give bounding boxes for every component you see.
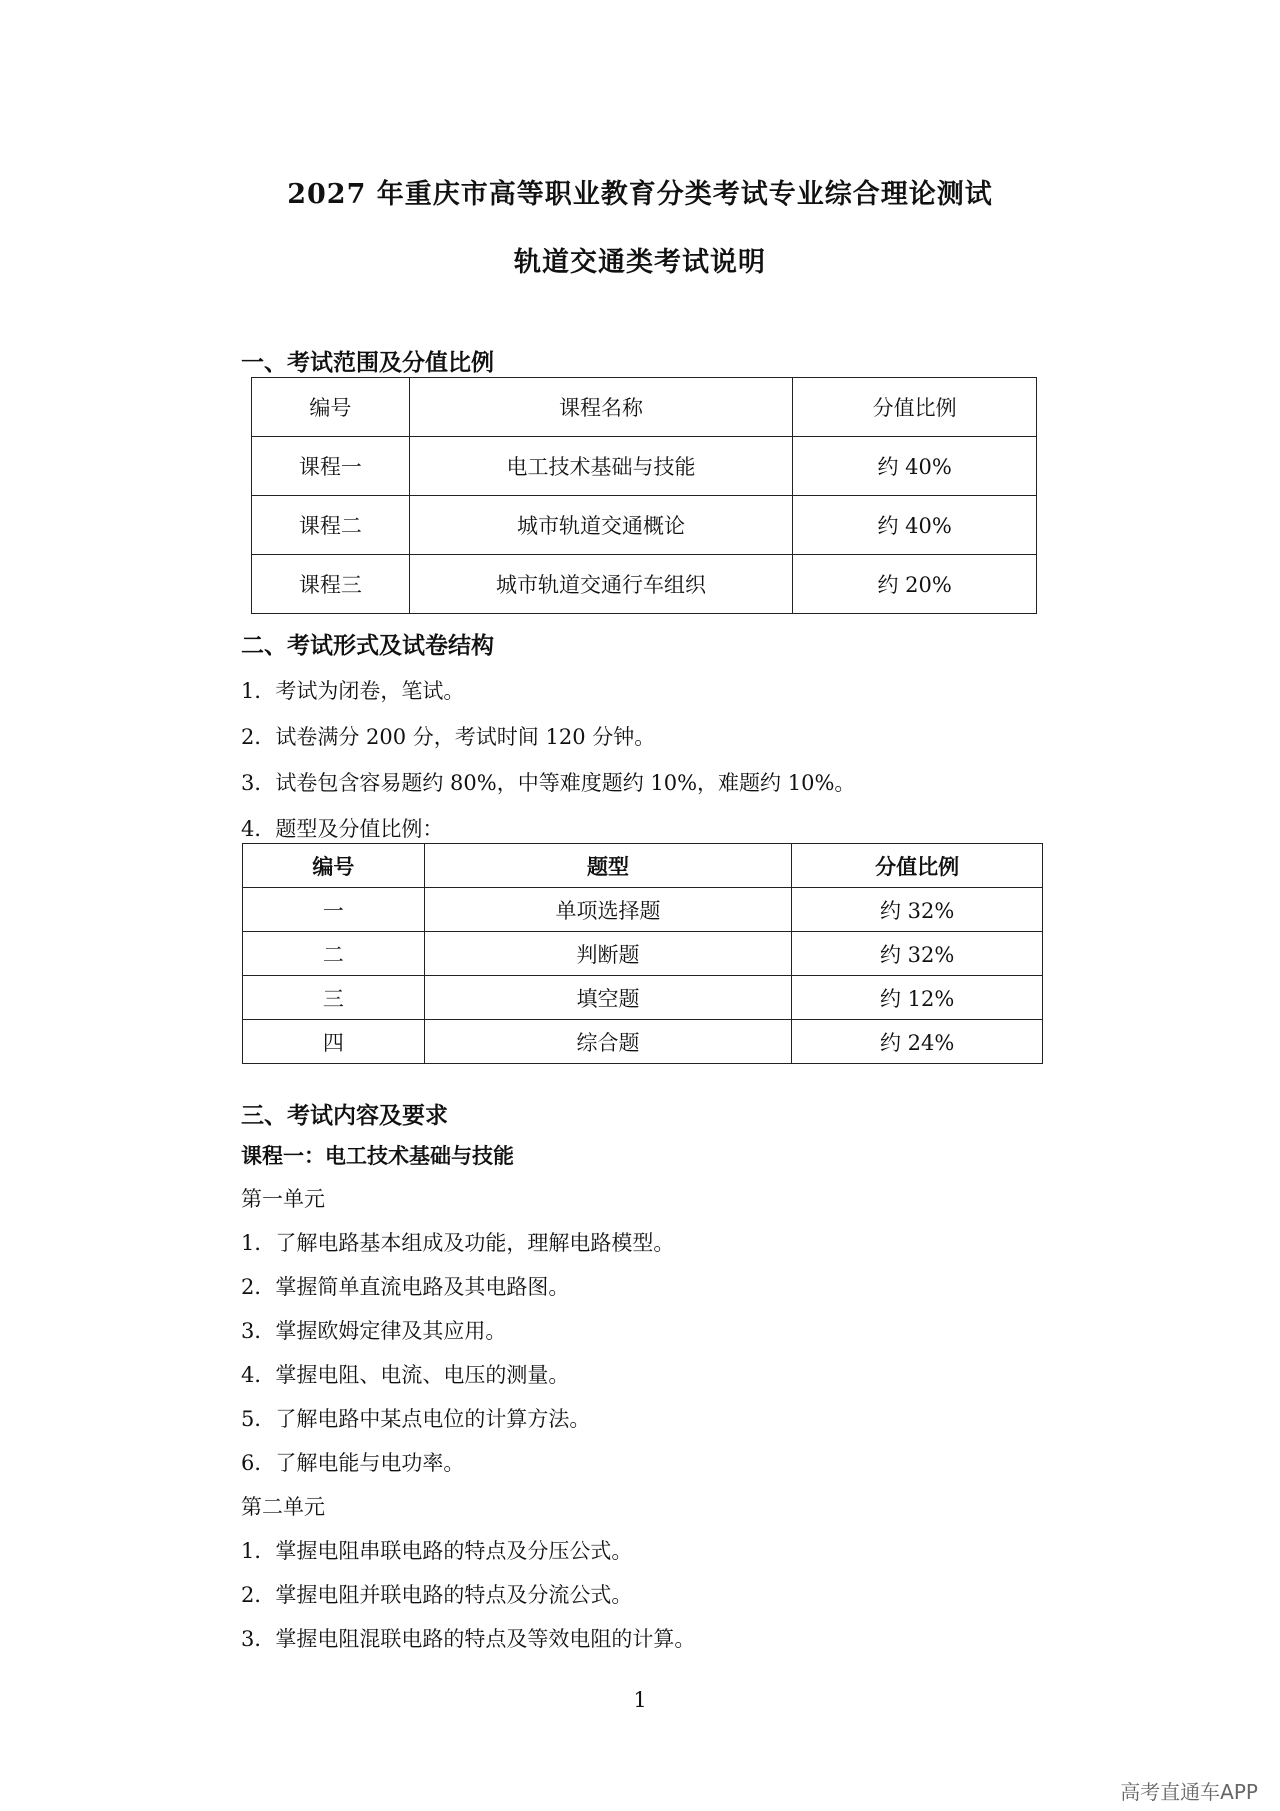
list-item: 6．了解电能与电功率。 <box>241 1451 465 1475</box>
list-item: 2．掌握电阻并联电路的特点及分流公式。 <box>241 1583 633 1607</box>
column-header: 分值比例 <box>792 844 1043 888</box>
unit-title: 第二单元 <box>241 1495 325 1519</box>
list-item: 4．掌握电阻、电流、电压的测量。 <box>241 1363 570 1387</box>
table-cell: 电工技术基础与技能 <box>409 437 792 496</box>
table-cell: 判断题 <box>424 932 792 976</box>
table-cell: 约 12% <box>792 976 1043 1020</box>
table-cell: 约 32% <box>792 888 1043 932</box>
table-row <box>243 888 1043 932</box>
table-cell: 约 20% <box>793 555 1037 614</box>
table-row <box>252 496 1037 555</box>
table-cell: 四 <box>243 1020 425 1064</box>
table-cell: 城市轨道交通行车组织 <box>409 555 792 614</box>
table-cell: 约 40% <box>793 437 1037 496</box>
list-item: 3．试卷包含容易题约 80%，中等难度题约 10%，难题约 10%。 <box>241 771 856 795</box>
table-cell: 课程三 <box>252 555 410 614</box>
document-subtitle: 轨道交通类考试说明 <box>514 247 766 278</box>
column-header: 编号 <box>252 378 410 437</box>
column-header: 分值比例 <box>793 378 1037 437</box>
page-number: 1 <box>633 1688 647 1712</box>
table-cell: 二 <box>243 932 425 976</box>
list-item: 3．掌握电阻混联电路的特点及等效电阻的计算。 <box>241 1627 696 1651</box>
table-cell: 填空题 <box>424 976 792 1020</box>
column-header: 课程名称 <box>409 378 792 437</box>
section-heading-1: 一、考试范围及分值比例 <box>241 350 494 376</box>
list-item: 4．题型及分值比例： <box>241 817 444 841</box>
table-header-row <box>243 844 1043 888</box>
list-item: 1．考试为闭卷，笔试。 <box>241 679 465 703</box>
section-heading-3: 三、考试内容及要求 <box>241 1103 448 1129</box>
table-row <box>243 932 1043 976</box>
table-row <box>243 1020 1043 1064</box>
table-row <box>243 976 1043 1020</box>
table-cell: 约 24% <box>792 1020 1043 1064</box>
table-header-row <box>252 378 1037 437</box>
table-cell: 课程一 <box>252 437 410 496</box>
course-score-table <box>251 377 1037 614</box>
table-cell: 城市轨道交通概论 <box>409 496 792 555</box>
column-header: 编号 <box>243 844 425 888</box>
unit-title: 第一单元 <box>241 1187 325 1211</box>
table-cell: 三 <box>243 976 425 1020</box>
list-item: 2．掌握简单直流电路及其电路图。 <box>241 1275 570 1299</box>
list-item: 1．掌握电阻串联电路的特点及分压公式。 <box>241 1539 633 1563</box>
table-cell: 一 <box>243 888 425 932</box>
watermark: 高考直通车APP <box>1120 1780 1258 1804</box>
course-heading: 课程一：电工技术基础与技能 <box>241 1144 514 1168</box>
list-item: 3．掌握欧姆定律及其应用。 <box>241 1319 507 1343</box>
question-type-table <box>242 843 1043 1064</box>
table-row <box>252 555 1037 614</box>
document-title: 2027 年重庆市高等职业教育分类考试专业综合理论测试 <box>287 179 993 210</box>
table-row <box>252 437 1037 496</box>
list-item: 5．了解电路中某点电位的计算方法。 <box>241 1407 591 1431</box>
list-item: 1．了解电路基本组成及功能，理解电路模型。 <box>241 1231 675 1255</box>
table-cell: 约 40% <box>793 496 1037 555</box>
table-cell: 约 32% <box>792 932 1043 976</box>
table-cell: 综合题 <box>424 1020 792 1064</box>
column-header: 题型 <box>424 844 792 888</box>
table-cell: 单项选择题 <box>424 888 792 932</box>
section-heading-2: 二、考试形式及试卷结构 <box>241 633 494 659</box>
table-cell: 课程二 <box>252 496 410 555</box>
list-item: 2．试卷满分 200 分，考试时间 120 分钟。 <box>241 725 656 749</box>
